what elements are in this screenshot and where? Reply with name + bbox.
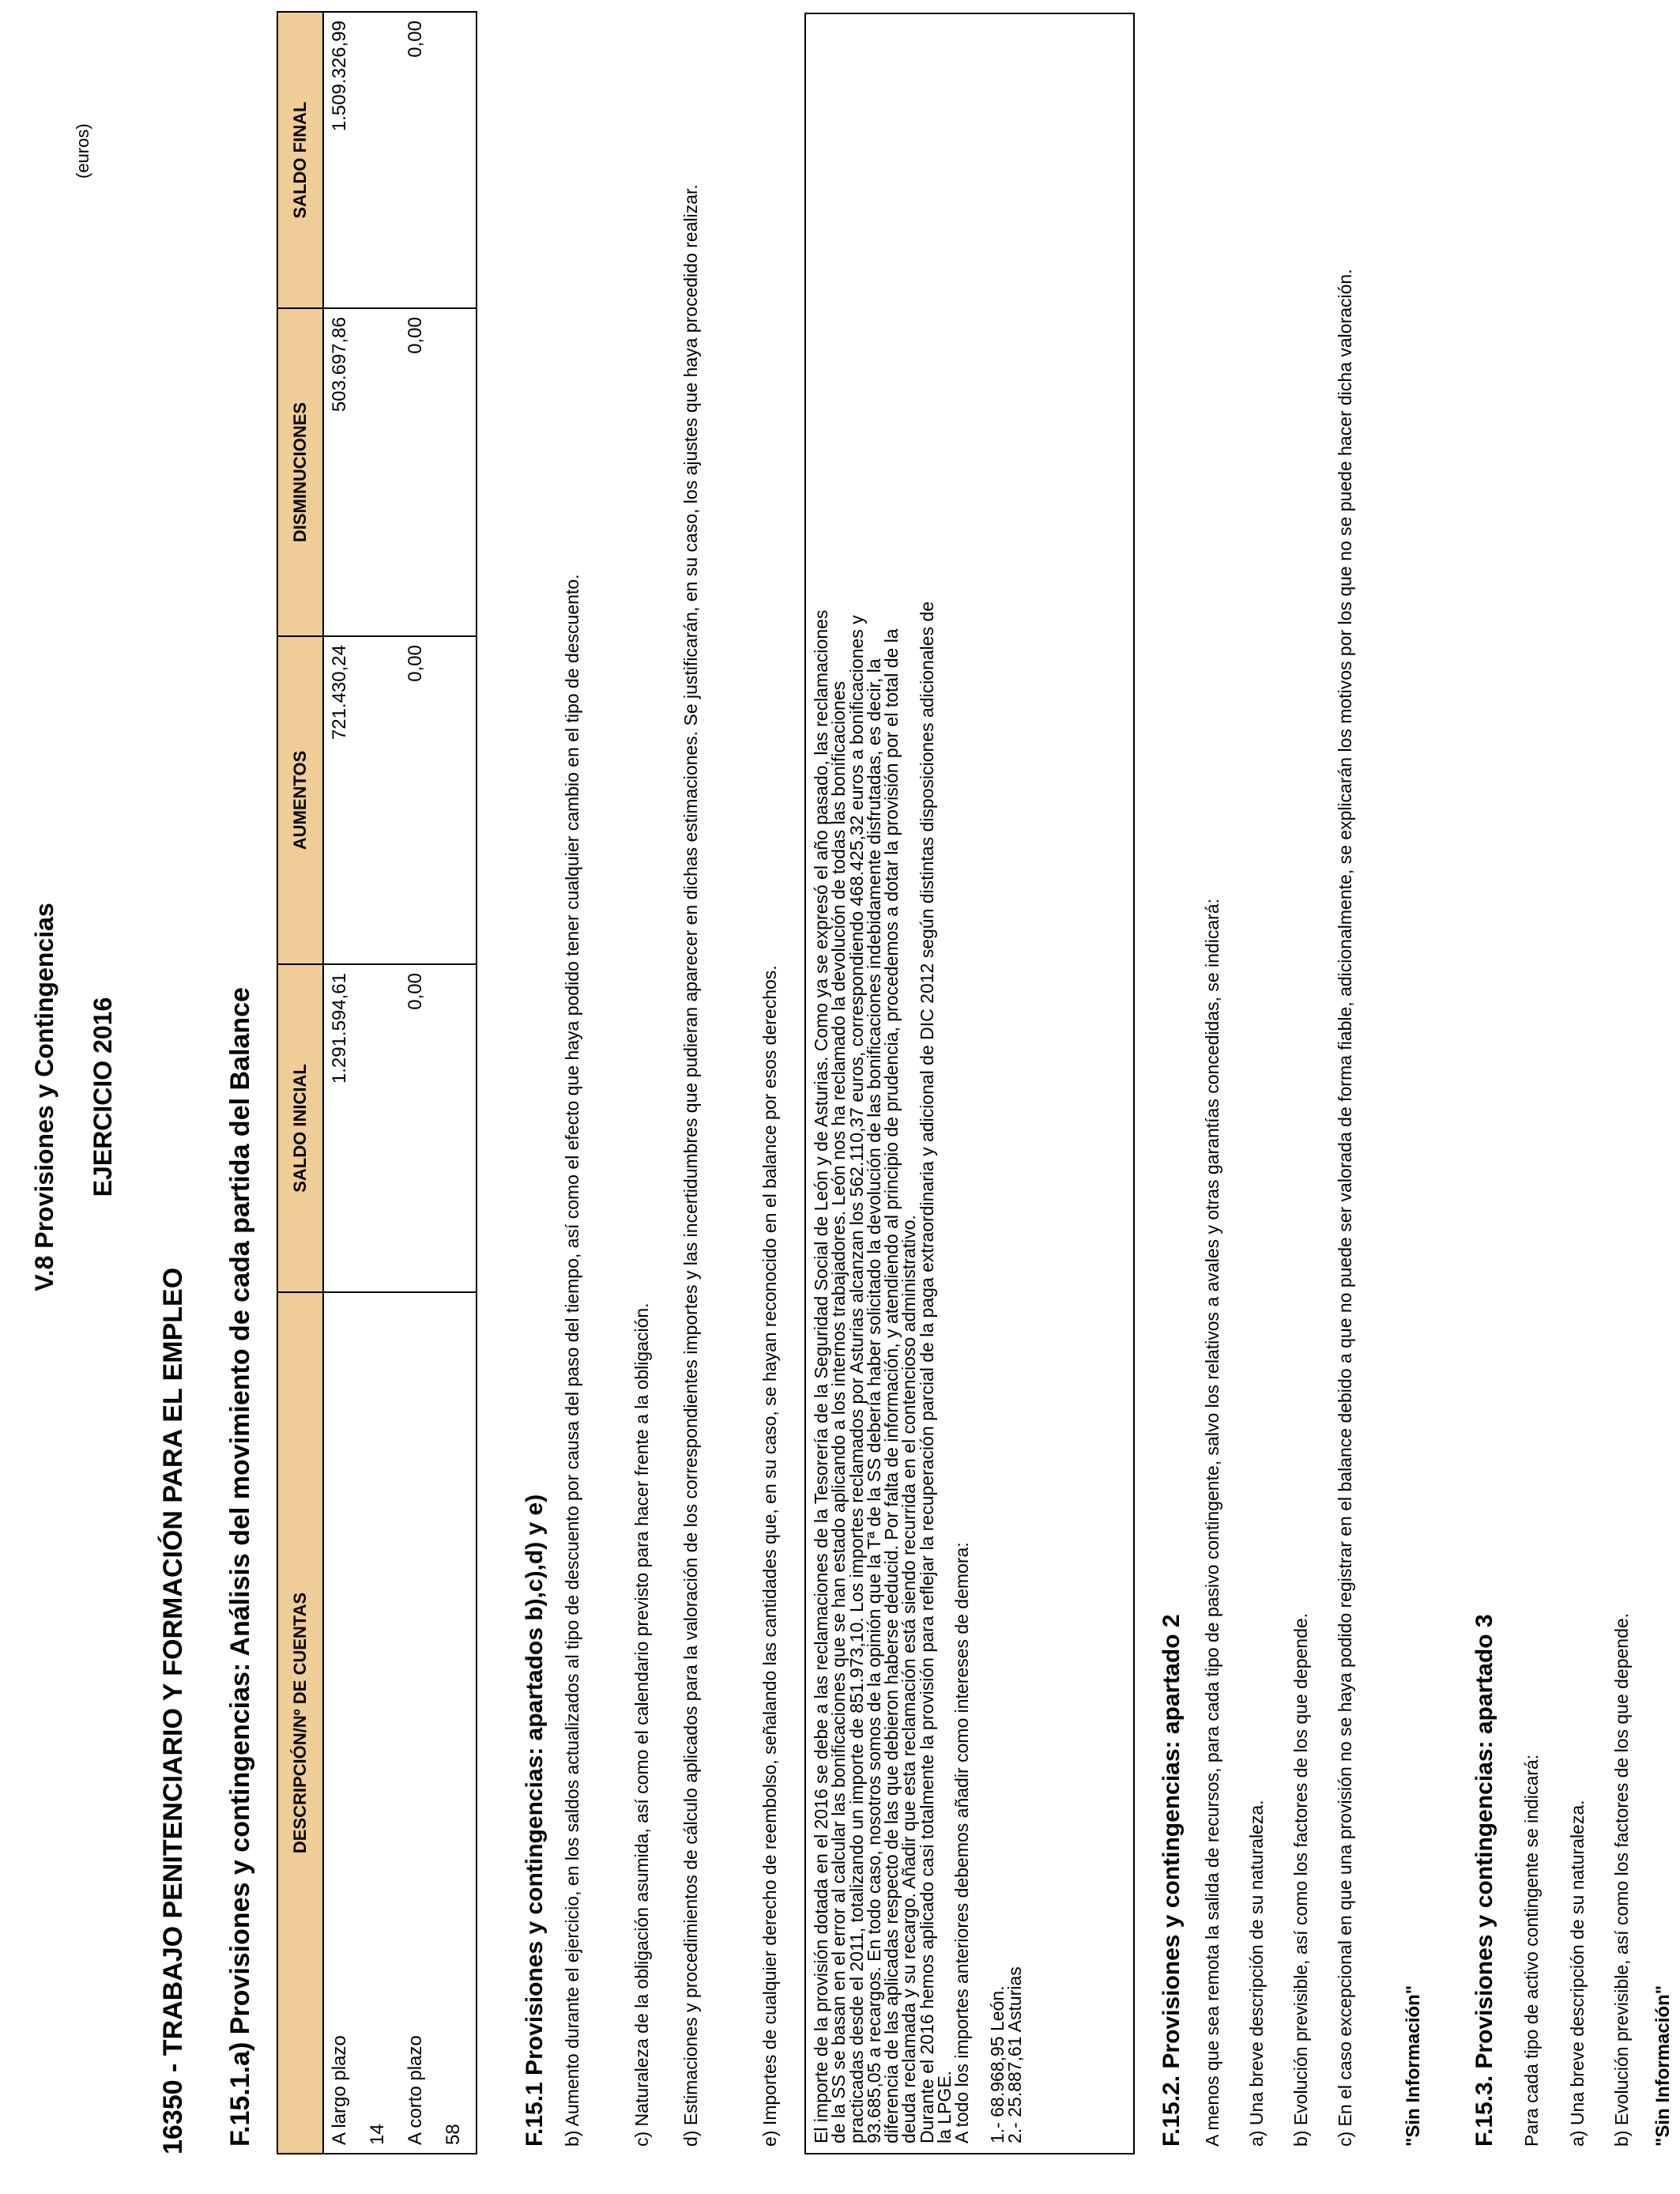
box-line: de la SS se basan en el error al calcular las bonificaciones que se han estado aplicando a los internos trabajadores. León nos ha reclamado la devolución de todas las bonificaciones — [828, 680, 849, 2143]
cell-saldo-final — [362, 12, 400, 308]
column-header: DISMINUCIONES — [277, 308, 323, 636]
box-line: El importe de la provisión dotada en el 2016 se debe a las reclamaciones de la Tesorería de la Seguridad Social de León y de Asturias. Como ya se expresó el año pasado, las reclamaciones — [811, 609, 831, 2143]
box-line: 2.- 25.887,61 Asturias — [1004, 1966, 1025, 2143]
box-line: 1.- 68.968,95 León. — [986, 1985, 1008, 2143]
cell-saldo-final — [438, 12, 477, 308]
cell-saldo-final: 0,00 — [400, 12, 438, 308]
column-header: DESCRIPCIÓN/Nº DE CUENTAS — [277, 1292, 323, 2154]
f152-intro: A menos que sea remota la salida de recursos, para cada tipo de pasivo contingente, salvo los relativos a avales y otras garantías concedidas, se indicará: — [1202, 899, 1222, 2147]
cell-saldo-inicial — [438, 964, 477, 1292]
column-header: SALDO INICIAL — [277, 964, 323, 1292]
cell-description: 14 — [362, 1292, 400, 2154]
entity-title: 16350 - TRABAJO PENITENCIARIO Y FORMACIÓN PARA EL EMPLEO — [158, 1267, 188, 2154]
f153-title: F.15.3. Provisiones y contingencias: apartado 3 — [1471, 1614, 1497, 2147]
cell-description: 58 — [438, 1292, 477, 2154]
cell-description: A corto plazo — [400, 1292, 438, 2154]
cell-disminuciones — [362, 308, 400, 636]
cell-saldo-inicial: 1.291.594,61 — [323, 964, 362, 1292]
f151-item-c: c) Naturaleza de la obligación asumida, así como el calendario previsto para hacer frente a la obligación. — [631, 1302, 652, 2147]
f152-title: F.15.2. Provisiones y contingencias: apartado 2 — [1158, 1614, 1185, 2147]
cell-aumentos — [362, 636, 400, 964]
currency-unit: (euros) — [73, 123, 92, 179]
f152-item-a: a) Una breve descripción de su naturaleza. — [1246, 1800, 1267, 2147]
box-line: deuda reclamada y su recargo. Añadir que esta reclamación está siendo recurrida en el contencioso administrativo. — [898, 1215, 920, 2143]
box-line — [971, 24, 989, 2143]
cell-description: A largo plazo — [323, 1292, 362, 2154]
column-header: AUMENTOS — [277, 636, 323, 964]
f152-sin-informacion: "Sin Información" — [1403, 1985, 1424, 2147]
cell-saldo-inicial: 0,00 — [400, 964, 438, 1292]
cell-saldo-inicial — [362, 964, 400, 1292]
f152-item-b: b) Evolución previsible, así como los factores de los que depende. — [1290, 1612, 1311, 2147]
f151-title: F.15.1 Provisiones y contingencias: apartados b),c),d) y e) — [522, 1494, 548, 2147]
column-header: SALDO FINAL — [277, 12, 323, 308]
box-line: practicadas desde el 2011, totalizando un importe de 851.973,10. Los importes reclamados por Asturias alcanzan los 562.110,37 euros, correspondiendo 468.425,32 euros a bonificaciones y — [846, 615, 867, 2143]
box-line: 93.685,05 a recargos. En todo caso, nosotros somos de la opinión que la Tª de la SS debería haber solicitado la devolución de las bonificaciones indebidamente disfrutadas, es decir, la — [863, 658, 884, 2143]
f153-sin-informacion: "Sin Información" — [1652, 1985, 1674, 2147]
box-line: diferencia de las aplicadas respecto de las que debieron haberse deducid. Por falta de información, y atendiendo al principio de prudencia, procedemos a dotar la provisión por el total de la — [881, 628, 902, 2143]
f153-intro: Para cada tipo de activo contingente se indicará: — [1521, 1754, 1542, 2147]
cell-disminuciones: 503.697,86 — [323, 308, 362, 636]
table-row — [323, 12, 362, 2154]
table-row — [400, 12, 438, 2154]
table-row — [362, 12, 400, 2154]
box-line: A todo los importes anteriores debemos añadir como intereses de demora: — [951, 1542, 973, 2143]
provision-explanation-box — [804, 13, 1135, 2154]
cell-disminuciones: 0,00 — [400, 308, 438, 636]
cell-aumentos: 721.430,24 — [323, 636, 362, 964]
box-line: la LPGE. — [934, 2070, 955, 2143]
f151-item-b: b) Aumento durante el ejercicio, en los saldos actualizados al tipo de descuento por causa del paso del tiempo, así como el efecto que haya podido tener cualquier cambio en el tipo de descuento. — [562, 574, 582, 2147]
table-row — [438, 12, 477, 2154]
cell-aumentos — [438, 636, 477, 964]
f151-item-e: e) Importes de cualquier derecho de reembolso, señalando las cantidades que, en su caso, se hayan reconocido en el balance por esos derechos. — [759, 965, 780, 2147]
f1511a-title: F.15.1.a) Provisiones y contingencias: Análisis del movimiento de cada partida del Balance — [225, 987, 255, 2147]
f152-item-c: c) En el caso excepcional en que una provisión no se haya podido registrar en el balance debido a que no puede ser valorada de forma fiable, adicionalmente, se explicarán los motivos por los que no se puede hacer dicha valoración. — [1335, 269, 1355, 2147]
table-header-row — [277, 12, 323, 2154]
section-title: V.8 Provisiones y Contingencias — [30, 903, 58, 1291]
exercise-year: EJERCICIO 2016 — [89, 997, 117, 1197]
box-line: Durante el 2016 hemos aplicado casi totalmente la provisión para reflejar la recuperación parcial de la paga extraordinaria y adicional de DIC 2012 según distintas disposiciones adicionales de — [916, 601, 937, 2143]
f153-item-a: a) Una breve descripción de su naturaleza. — [1567, 1800, 1588, 2147]
f151-item-d: d) Estimaciones y procedimientos de cálculo aplicados para la valoración de los correspondientes importes y las incertidumbres que pudieran aparecer en dichas estimaciones. Se justificarán, en su caso, los ajustes que haya procedido realizar. — [680, 184, 701, 2147]
cell-disminuciones — [438, 308, 477, 636]
cell-saldo-final: 1.509.326,99 — [323, 12, 362, 308]
cell-aumentos: 0,00 — [400, 636, 438, 964]
f153-item-b: b) Evolución previsible, así como los factores de los que depende. — [1611, 1612, 1632, 2147]
movement-table — [277, 11, 477, 2154]
